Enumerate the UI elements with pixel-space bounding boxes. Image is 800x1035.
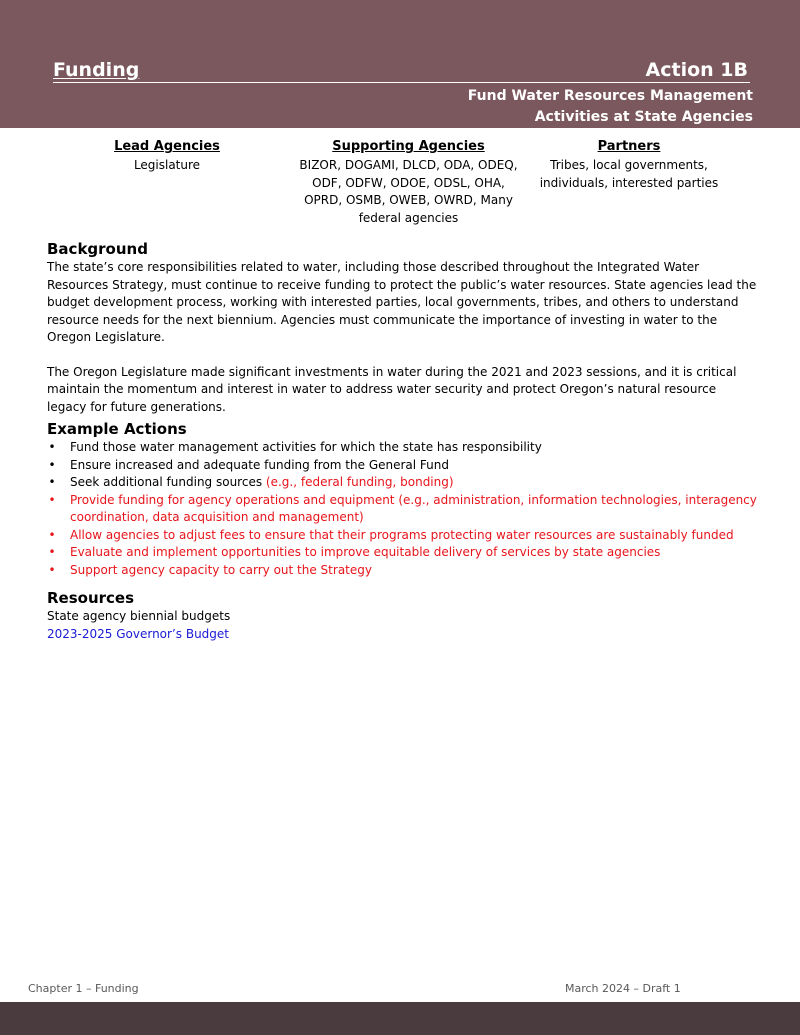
header-title-row — [53, 58, 750, 83]
action-subtitle-line: Fund Water Resources Management — [467, 88, 753, 104]
lead-agencies-column — [92, 138, 242, 175]
lead-agencies-heading: Lead Agencies — [114, 139, 220, 154]
list-item — [47, 457, 757, 475]
list-item — [47, 562, 757, 580]
list-item — [47, 439, 757, 457]
action-subtitle — [468, 86, 753, 128]
resources-heading: Resources — [47, 589, 135, 607]
supporting-agencies-heading: Supporting Agencies — [332, 139, 485, 154]
example-actions-list — [47, 439, 757, 579]
list-item — [47, 474, 757, 492]
draft-edit-text: (e.g., federal funding, bonding) — [265, 475, 454, 489]
background-paragraph: The state’s core responsibilities related to water, including those described throughout the Integrated Water Resources Strategy, must continue to receive funding to protect the public’s water resources. State agencies lead the budget development process, working with interested parties, local governments, tribes, and others to understand resource needs for the next biennium. Agencies must communicate the importance of investing in water to the Oregon Legislature. — [47, 260, 757, 344]
supporting-agencies-line: OPRD, OSMB, OWEB, OWRD, Many — [304, 193, 513, 207]
bullet-icon: • — [48, 545, 56, 559]
main-content — [47, 240, 757, 643]
action-item-text: Support agency capacity to carry out the Strategy — [70, 562, 372, 577]
resource-item: State agency biennial budgets — [47, 609, 231, 623]
action-subtitle-line: Activities at State Agencies — [534, 109, 753, 125]
background-heading: Background — [47, 240, 148, 258]
supporting-agencies-line: ODF, ODFW, ODOE, ODSL, OHA, — [312, 175, 505, 190]
action-item-text: Evaluate and implement opportunities to improve equitable delivery of services by state agencies — [70, 545, 661, 559]
partners-heading: Partners — [597, 139, 661, 154]
action-item-text: Fund those water management activities for which the state has responsibility — [70, 440, 542, 454]
footer-date: March 2024 – Draft 1 — [565, 982, 681, 995]
action-label: Action 1B — [645, 59, 748, 81]
bullet-icon: • — [48, 475, 56, 489]
background-paragraph: The Oregon Legislature made significant investments in water during the 2021 and 2023 sessions, and it is critical maintain the momentum and interest in water to address water security and protect Oregon’s natural resource legacy for future generations. — [47, 364, 737, 414]
governors-budget-link[interactable]: 2023-2025 Governor’s Budget — [47, 626, 229, 641]
partners-column — [530, 138, 728, 192]
footer-band — [0, 1002, 800, 1035]
footer-chapter: Chapter 1 – Funding — [28, 982, 139, 995]
list-item — [47, 492, 757, 527]
section-label: Funding — [53, 59, 140, 81]
bullet-icon: • — [48, 562, 56, 577]
lead-agencies-text: Legislature — [133, 158, 201, 172]
bullet-icon: • — [48, 457, 56, 472]
bullet-icon: • — [48, 527, 56, 542]
list-item — [47, 544, 757, 562]
list-item — [47, 527, 757, 545]
supporting-agencies-line: federal agencies — [358, 210, 459, 225]
example-actions-heading: Example Actions — [47, 420, 187, 438]
partners-line: individuals, interested parties — [539, 175, 719, 190]
supporting-agencies-line: BIZOR, DOGAMI, DLCD, ODA, ODEQ, — [299, 158, 518, 172]
supporting-agencies-column — [295, 138, 522, 227]
action-item-text: Provide funding for agency operations and equipment (e.g., administration, information technologies, interagency coordination, data acquisition and management) — [70, 492, 757, 524]
action-item-text: Allow agencies to adjust fees to ensure that their programs protecting water resources are sustainably funded — [70, 527, 734, 542]
bullet-icon: • — [48, 492, 56, 507]
bullet-icon: • — [48, 440, 56, 454]
action-item-text: Seek additional funding sources — [70, 475, 266, 489]
partners-line: Tribes, local governments, — [550, 158, 708, 172]
action-item-text: Ensure increased and adequate funding from the General Fund — [70, 457, 449, 472]
